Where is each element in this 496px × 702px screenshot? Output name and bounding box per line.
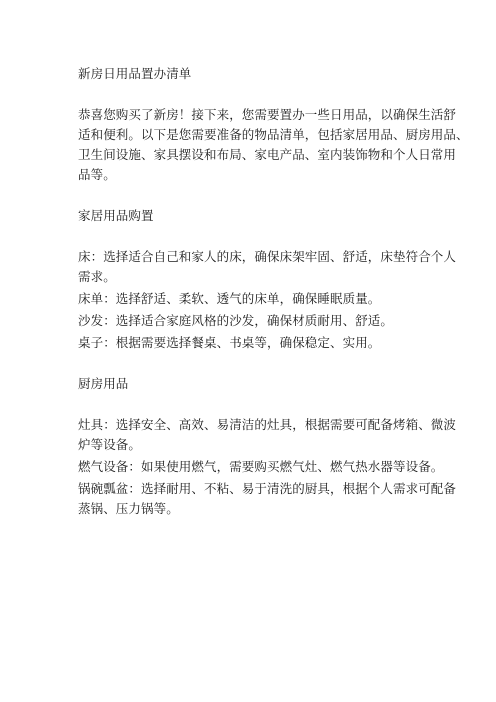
home-items-list [78, 247, 457, 353]
item-line: 灶具：选择安全、高效、易清洁的灶具，根据需要可配备烤箱、微波 [78, 417, 457, 432]
kitchen-items-list [78, 415, 457, 519]
spacer [78, 84, 422, 105]
list-item [78, 457, 444, 477]
intro-line: 品等。 [78, 167, 116, 182]
item-line: 床：选择适合自己和家人的床，确保床架牢固、舒适，床垫符合个人 [78, 249, 457, 264]
item-line: 锅碗瓢盆：选择耐用、不粘、易于清洗的厨具，根据个人需求可配备 [78, 481, 457, 496]
list-item [78, 415, 457, 455]
item-line: 蒸锅、压力锅等。 [78, 501, 179, 516]
item-line: 床单：选择舒适、柔软、透气的床单，确保睡眠质量。 [78, 291, 381, 306]
item-line: 桌子：根据需要选择餐桌、书桌等，确保稳定、实用。 [78, 335, 381, 350]
document-title: 新房日用品置办清单 [78, 66, 192, 81]
section-heading-home: 家居用品购置 [78, 208, 154, 223]
document-body [78, 64, 469, 519]
section-heading-kitchen: 厨房用品 [78, 376, 129, 391]
spacer [78, 394, 422, 415]
item-line: 需求。 [78, 269, 116, 284]
list-item [78, 311, 422, 331]
spacer [78, 353, 422, 374]
spacer [78, 185, 422, 206]
intro-paragraph [78, 105, 469, 185]
list-item [78, 333, 422, 353]
item-line: 炉等设备。 [78, 437, 142, 452]
list-item [78, 247, 457, 287]
list-item [78, 289, 422, 309]
item-line: 沙发：选择适合家庭风格的沙发，确保材质耐用、舒适。 [78, 313, 394, 328]
list-item [78, 479, 457, 519]
spacer [78, 226, 422, 247]
intro-line: 恭喜您购买了新房！接下来，您需要置办一些日用品，以确保生活舒 [78, 107, 457, 122]
intro-line: 适和便利。以下是您需要准备的物品清单，包括家居用品、厨房用品、 [78, 127, 469, 142]
intro-line: 卫生间设施、家具摆设和布局、家电产品、室内装饰物和个人日常用 [78, 147, 457, 162]
item-line: 燃气设备：如果使用燃气，需要购买燃气灶、燃气热水器等设备。 [78, 459, 444, 474]
